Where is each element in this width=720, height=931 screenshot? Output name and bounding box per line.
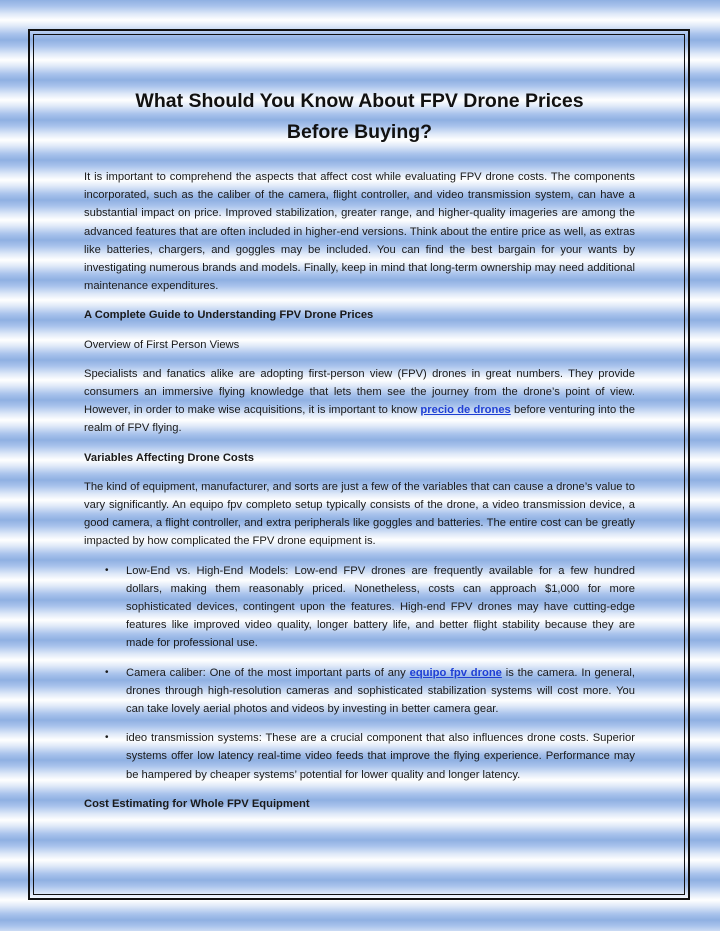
subheading-overview: Overview of First Person Views [84, 338, 240, 351]
heading-guide: A Complete Guide to Understanding FPV Drone Prices [84, 309, 374, 322]
intro-paragraph: It is important to comprehend the aspects that affect cost while evaluating FPV drone costs. The components incorporated, such as the caliber of the camera, flight controller, and video transmission system, can have a substantial impact on price. Improved stabilization, greater range, and higher-quality imageries are among the advanced features that are often included in higher-end versions. Think about the entire price as well, as extras like batteries, chargers, and goggles may be included. You can find the best bargain for your wants by investigating numerous brands and models. Finally, keep in mind that long-term ownership may need additional maintenance expenditures. [84, 171, 635, 293]
list-item [84, 729, 635, 784]
overview-paragraph [84, 365, 635, 438]
list-item [84, 562, 635, 653]
list-item-text: Low-End vs. High-End Models: Low-end FPV drones are frequently available for a few hundred dollars, making them reasonably priced. Nonetheless, costs can approach $1,000 for more sophisticated devices, contingent upon the features. High-end FPV drones may have cutting-edge features like improved video quality, longer battery life, and better flight stability because they are made for professional use. [126, 564, 635, 650]
list-item-text: ideo transmission systems: These are a crucial component that also influences drone costs. Superior systems offer low latency real-time video feeds that improve the flying experience. Performance may be hampered by cheaper systems’ potential for lower quality and longer latency. [126, 732, 635, 781]
list-item-text: Camera caliber: One of the most important parts of any [126, 666, 410, 679]
title-line-1: What Should You Know About FPV Drone Prices [135, 90, 584, 112]
bullet-icon: • [105, 666, 109, 678]
list-item-text-after: is the camera. In general, drones through high-resolution cameras and sophisticated stabilization systems will cost more. You can take lovely aerial photos and videos by investing in better camera gear. [126, 666, 635, 716]
document-page [84, 86, 635, 824]
bullet-icon: • [105, 732, 109, 744]
heading-cost: Cost Estimating for Whole FPV Equipment [84, 797, 310, 810]
heading-variables: Variables Affecting Drone Costs [84, 451, 254, 464]
page-title [84, 86, 635, 148]
title-line-2: Before Buying? [286, 121, 433, 143]
list-item [84, 664, 635, 719]
overview-text-after: before venturing into the realm of FPV flying. [84, 404, 635, 435]
cost-factors-list [84, 562, 635, 784]
bullet-icon: • [105, 564, 109, 576]
variables-paragraph: The kind of equipment, manufacturer, and sorts are just a few of the variables that can cause a drone’s value to vary significantly. An equipo fpv completo setup typically consists of the drone, a video transmission device, a good camera, a flight controller, and extra peripherals like goggles and batteries. The entire cost can be greatly impacted by how complicated the FPV drone equipment is. [84, 480, 635, 548]
equipo-fpv-drone-link[interactable]: equipo fpv drone [409, 666, 502, 679]
precio-de-drones-link[interactable]: precio de drones [420, 404, 511, 417]
overview-text-before: Specialists and fanatics alike are adopting first-person view (FPV) drones in great numbers. They provide consumers an immersive flying knowledge that lets them see the journey from the drone’s point of view. However, in order to make wise acquisitions, it is important to know [84, 367, 635, 417]
